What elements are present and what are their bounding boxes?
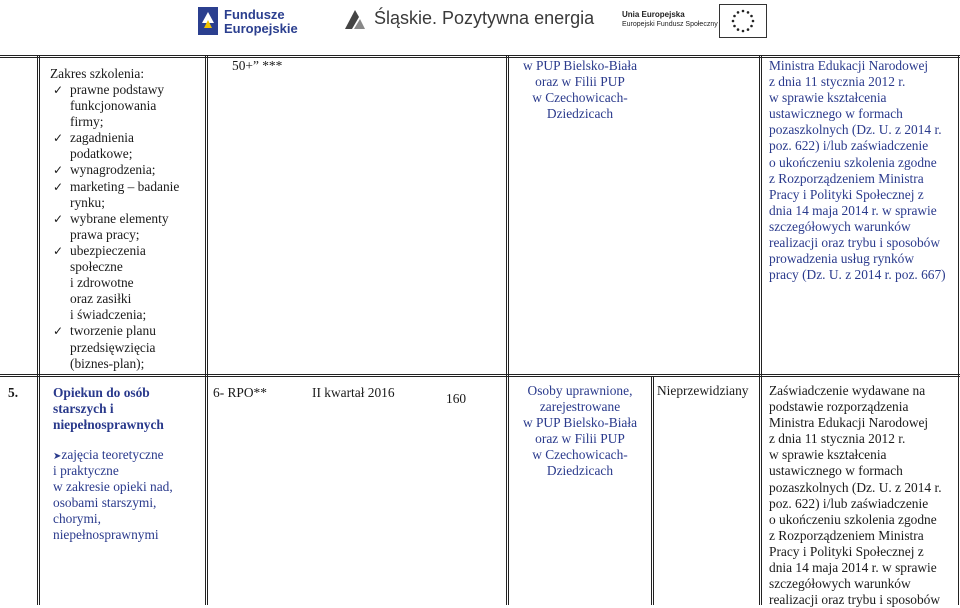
- course-scope-details: i praktyczne w zakresie opieki nad, osobami starszymi, chorymi, niepełnosprawnymi: [53, 463, 173, 543]
- scope-item: ✓ ubezpieczenia społeczne i zdrowotne oraz zasiłki i świadczenia;: [53, 243, 203, 323]
- ue-logo-line2: Europejski Fundusz Społeczny: [622, 21, 718, 28]
- ue-logo-line1: Unia Europejska: [622, 10, 685, 19]
- fe-logo-line1: Fundusze: [224, 7, 285, 22]
- target-group: Osoby uprawnione, zarejestrowane w PUP Bielsko-Biała oraz w Filii PUP w Czechowicach- Dziedzicach: [522, 383, 638, 479]
- slaskie-logo-text: Śląskie. Pozytywna energia: [374, 8, 595, 28]
- participant-count: 50+” ***: [232, 58, 283, 73]
- training-place: w PUP Bielsko-Biała oraz w Filii PUP w Czechowicach- Dziedzicach: [522, 58, 638, 122]
- certificate-text: Ministra Edukacji Narodowej z dnia 11 stycznia 2012 r. w sprawie kształcenia ustawicznego w formach pozaszkolnych (Dz. U. z 2014 r. poz. 622) i/lub zaświadczenie o ukończeniu szkolenia zgodne z Rozporządzeniem Ministra Pracy i Polityki Społecznej z dnia 14 maja 2014 r. w sprawie szczegółowych warunków realizacji oraz trybu i sposobów prowadzenia usług rynków pracy (Dz. U. z 2014 r. poz. 667): [769, 58, 946, 283]
- scope-title: Zakres szkolenia:: [50, 66, 145, 81]
- period: II kwartał 2016: [312, 385, 395, 400]
- scope-list: [53, 82, 203, 372]
- scope-item: ✓ wynagrodzenia;: [53, 162, 203, 178]
- scope-item: ✓ marketing – badanie rynku;: [53, 179, 203, 211]
- course-title: Opiekun do osób starszych i niepełnosprawnych: [53, 385, 164, 433]
- arrow-bullet-icon: ➤: [53, 451, 62, 462]
- ue-logo: [618, 3, 768, 39]
- participants-count: 160: [446, 391, 467, 406]
- certificate-text-row5: Zaświadczenie wydawane na podstawie rozporządzenia Ministra Edukacji Narodowej z dnia 11 stycznia 2012 r. w sprawie kształcenia ustawicznego w formach pozaszkolnych (Dz. U. z 2014 r. poz. 622) i/lub zaświadczenie o ukończeniu szkolenia zgodne z Rozporządzeniem Ministra Pracy i Polityki Społecznej z dnia 14 maja 2014 r. w sprawie szczegółowych warunków realizacji oraz trybu i sposobów: [769, 383, 942, 608]
- funding-source: 6- RPO**: [213, 385, 267, 400]
- eu-flag-icon: [719, 4, 767, 38]
- fundusze-europejskie-logo: [192, 2, 298, 40]
- fe-star-icon: [194, 3, 222, 39]
- scope-item: ✓ tworzenie planu przedsięwzięcia (biznes-plan);: [53, 323, 203, 371]
- fe-logo-line2: Europejskie: [224, 21, 298, 36]
- course-scope-intro-text: zajęcia teoretyczne: [61, 447, 164, 462]
- scope-item: ✓ zagadnienia podatkowe;: [53, 130, 203, 162]
- row-4: [0, 57, 960, 374]
- row-5: [0, 376, 960, 608]
- scope-item: ✓ wybrane elementy prawa pracy;: [53, 211, 203, 243]
- slaskie-mark-icon: [342, 7, 368, 33]
- cost-status: Nieprzewidziany: [657, 383, 749, 398]
- row-number: 5.: [8, 385, 19, 400]
- slaskie-logo: [342, 6, 595, 36]
- scope-item: ✓ prawne podstawy funkcjonowania firmy;: [53, 82, 203, 130]
- header-logos: [0, 0, 960, 44]
